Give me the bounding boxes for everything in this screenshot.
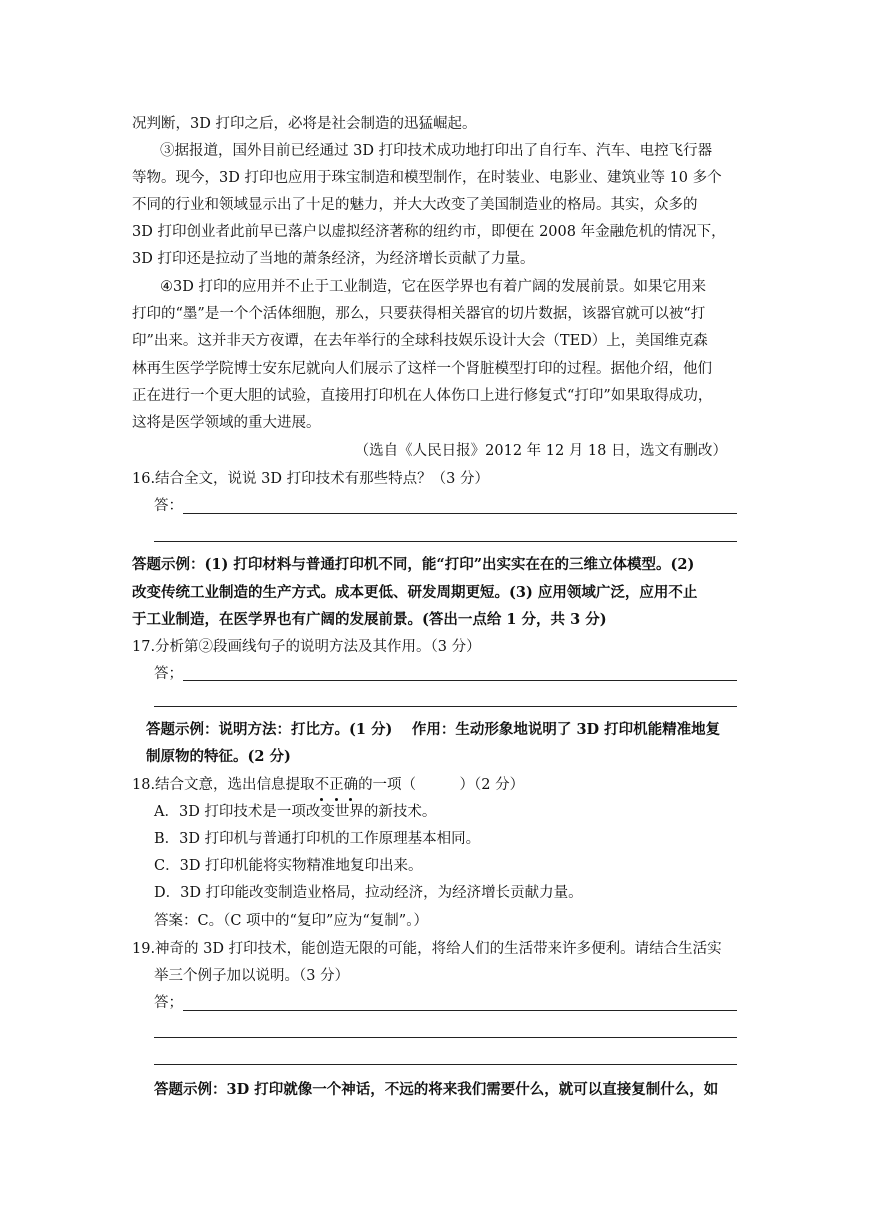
answer-line [154, 1037, 737, 1038]
source-citation: （选自《人民日报》2012 年 12 月 18 日，选文有删改） [354, 443, 727, 459]
answer-example-19-line: 答题示例：3D 打印就像一个神话，不远的将来我们需要什么，就可以直接复制什么，如 [154, 1081, 719, 1098]
question-18-suffix: 的一项（ ）（2 分） [358, 777, 525, 793]
emphasis-mark: 不 [314, 777, 330, 793]
passage-paragraph-3-line: 3D 打印创业者此前早已落户以虚拟经济著称的纽约市，即便在 2008 年金融危机的情况下， [132, 224, 726, 240]
question-18 [132, 775, 738, 795]
passage-paragraph-4-line: 印”出来。这并非天方夜谭，在去年举行的全球科技娱乐设计大会（TED）上，美国维克森 [132, 333, 708, 349]
passage-paragraph-3-line: 等物。现今，3D 打印也应用于珠宝制造和模型制作，在时装业、电影业、建筑业等 10 多个 [132, 170, 722, 186]
passage-line: 况判断，3D 打印之后，必将是社会制造的迅猛崛起。 [132, 116, 477, 132]
passage-paragraph-4-line: 林再生医学学院博士安东尼就向人们展示了这样一个肾脏模型打印的过程。据他介绍，他们 [132, 361, 712, 377]
answer-example-17-line: 制原物的特征。(2 分) [146, 748, 291, 765]
question-19-line: 19.神奇的 3D 打印技术，能创造无限的可能，将给人们的生活带来许多便利。请结合生活实 [132, 941, 722, 957]
passage-paragraph-3-line: 3D 打印还是拉动了当地的萧条经济，为经济增长贡献了力量。 [132, 251, 535, 267]
option-c: C．3D 打印机能将实物精准地复印出来。 [154, 858, 423, 874]
answer-label: 答； [154, 666, 183, 682]
option-b: B．3D 打印机与普通打印机的工作原理基本相同。 [154, 831, 481, 847]
answer-line [154, 706, 737, 707]
answer-example-16-line: 答题示例：(1) 打印材料与普通打印机不同，能“打印”出实实在在的三维立体模型。(2) [132, 556, 695, 573]
emphasis-mark: 正 [329, 777, 344, 793]
answer-line [154, 1064, 737, 1065]
answer-line [183, 680, 737, 681]
question-17: 17.分析第②段画线句子的说明方法及其作用。（3 分） [132, 639, 481, 655]
answer-example-16-line: 于工业制造，在医学界也有广阔的发展前景。(答出一点给 1 分，共 3 分) [132, 611, 607, 628]
answer-example-17-line: 答题示例：说明方法：打比方。(1 分) 作用：生动形象地说明了 3D 打印机能精准地复 [146, 721, 721, 738]
passage-paragraph-4-line: ④3D 打印的应用并不止于工业制造，它在医学界也有着广阔的发展前景。如果它用来 [160, 279, 706, 295]
passage-paragraph-4-line: 这将是医学领域的重大进展。 [132, 415, 321, 431]
option-d: D．3D 打印能改变制造业格局，拉动经济，为经济增长贡献力量。 [154, 885, 583, 901]
question-16: 16.结合全文，说说 3D 打印技术有那些特点？（3 分） [132, 471, 489, 487]
answer-line [154, 541, 737, 542]
emphasis-mark: 确 [343, 777, 359, 793]
option-a: A．3D 打印技术是一项改变世界的新技术。 [154, 804, 437, 820]
passage-paragraph-4-line: 正在进行一个更大胆的试验，直接用打印机在人体伤口上进行修复式“打印”如果取得成功， [132, 388, 713, 404]
answer-label: 答： [154, 498, 183, 514]
passage-paragraph-3-line: 不同的行业和领域显示出了十足的魅力，并大大改变了美国制造业的格局。其实，众多的 [132, 197, 698, 213]
answer-label: 答； [154, 995, 183, 1011]
answer-line [183, 1010, 737, 1011]
question-19-line: 举三个例子加以说明。（3 分） [154, 968, 350, 984]
passage-paragraph-3-line: ③据报道，国外目前已经通过 3D 打印技术成功地打印出了自行车、汽车、电控飞行器 [160, 143, 713, 159]
answer-line [183, 513, 737, 514]
passage-paragraph-4-line: 打印的“墨”是一个个活体细胞，那么，只要获得相关器官的切片数据，该器官就可以被“打 [132, 306, 706, 322]
question-18-prefix: 18.结合文意，选出信息提取 [132, 777, 315, 793]
answer-example-16-line: 改变传统工业制造的生产方式。成本更低、研发周期更短。(3) 应用领域广泛，应用不止 [132, 584, 698, 601]
answer-18: 答案：C。（C 项中的“复印”应为“复制”。） [154, 913, 428, 929]
